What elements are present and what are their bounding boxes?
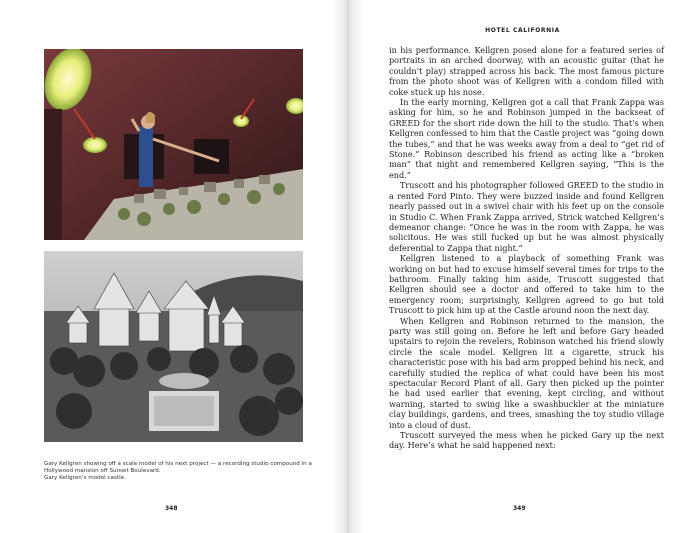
photo-scale-model-room — [44, 49, 303, 240]
paragraph-4: Kellgren listened to a playback of something Frank was working on but had to excuse himself several times for trips to the bathroom. Finally taking him aside, Truscott suggested that Kellgren should see a doctor and offered to take him to the emergency room; surprisingly, Kellgren agreed to go but told Truscott to pick him up at the Castle around noon the next day. — [389, 253, 664, 316]
photo-model-castle — [44, 251, 303, 442]
paragraph-3: Truscott and his photographer followed GREED to the studio in a rented Ford Pinto. They were buzzed inside and found Kellgren nearly passed out in a swivel chair with his feet up on the console in Studio C. When Frank Zappa arrived, Strick watched Kellgren’s demeanor change: “Once he was in the room with Zappa, he was solicitous. He was still fucked up but he was almost physically deferential to Zappa that night.” — [389, 180, 664, 253]
running-head: HOTEL CALIFORNIA — [485, 27, 560, 34]
caption-line-1: Gary Kellgren showing off a scale model of his next project — a recording studio compound in a Hollywood mansion off Sunset Boulevard. — [44, 461, 312, 474]
photo-caption — [44, 461, 314, 482]
page-number-left: 348 — [165, 505, 178, 512]
body-text — [389, 45, 664, 451]
paragraph-5: When Kellgren and Robinson returned to the mansion, the party was still going on. Before he left and before Gary headed upstairs to rejoin the revelers, Robinson watched his friend slowly circle the scale model. Kellgren lit a cigarette, struck his characteristic pose with his bad arm propped behind his neck, and carefully studied the replica of what could have been his most spectacular Record Plant of all. Gary then picked up the pointer he had used earlier that evening, kept circling, and without warning, started to swing like a swashbuckler at the miniature clay buildings, gardens, and trees, smashing the toy studio village into a cloud of dust. — [389, 315, 664, 430]
gutter-shadow-left — [333, 0, 347, 533]
paragraph-6: Truscott surveyed the mess when he picked Gary up the next day. Here’s what he said happened next: — [389, 430, 664, 451]
caption-line-2: Gary Kellgren’s model castle. — [44, 475, 126, 481]
photo-bottom-graphic — [44, 251, 303, 442]
page-number-right: 349 — [513, 505, 526, 512]
left-page — [0, 0, 347, 533]
right-page — [349, 0, 696, 533]
paragraph-1: in his performance. Kellgren posed alone for a featured series of portraits in an arched doorway, with an acoustic guitar (that he couldn’t play) strapped across his back. The most famous picture from the photo shoot was of Kellgren with a condom filled with coke stuck up his nose. — [389, 45, 664, 97]
gutter-shadow-right — [349, 0, 363, 533]
photo-top-graphic — [44, 49, 303, 240]
paragraph-2: In the early morning, Kellgren got a call that Frank Zappa was asking for him, so he and Robinson jumped in the backseat of GREED for the short ride down the hill to the studio. That’s when Kellgren confessed to him that the Castle project was “going down the tubes,” and that he was weeks away from a deal to “get rid of Stone.” Robinson described his friend as acting like a “broken man” that night and remembered Kellgren saying, “This is the end.” — [389, 97, 664, 180]
